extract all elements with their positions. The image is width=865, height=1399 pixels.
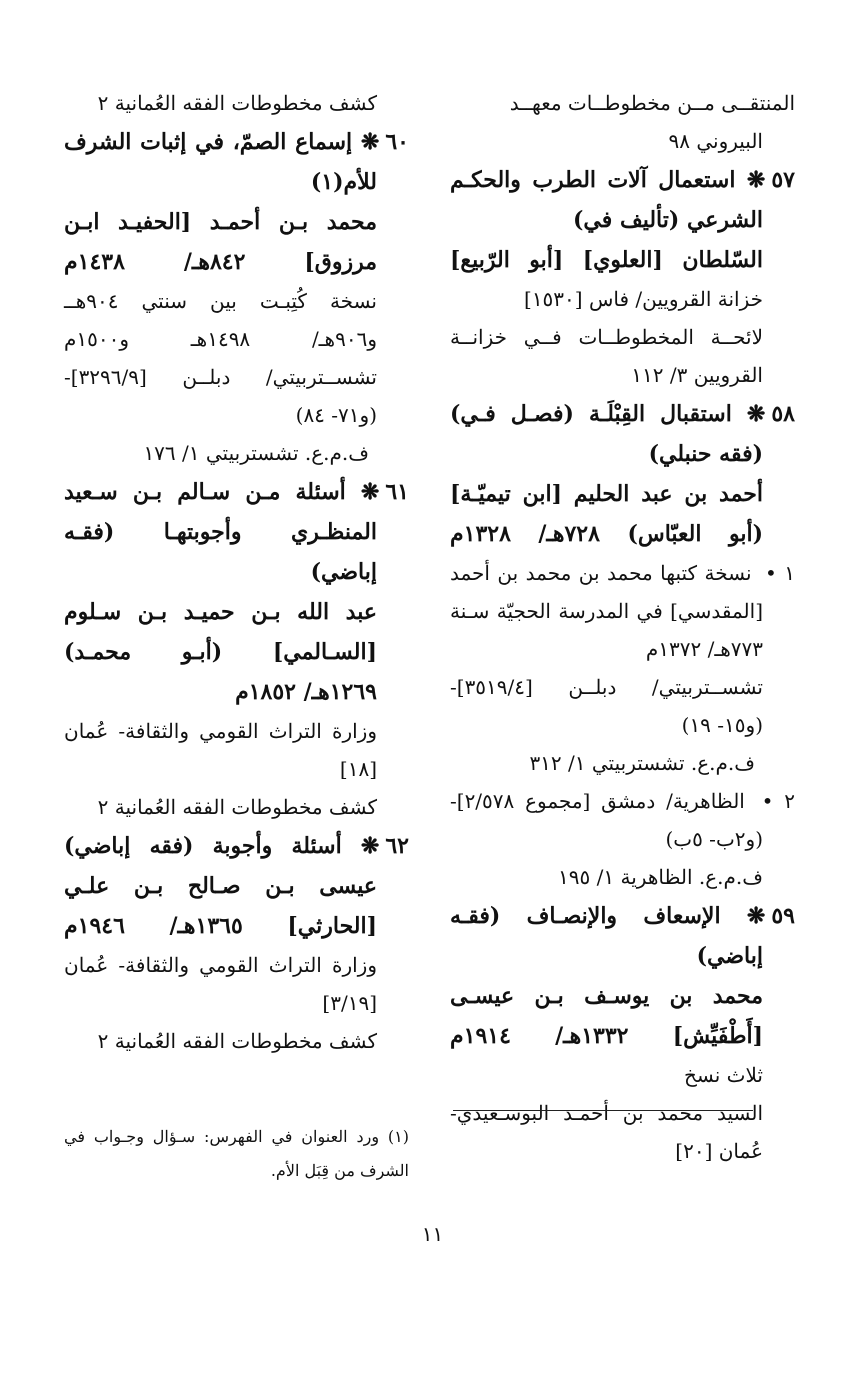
text-line: البيروني ٩٨ [668, 129, 763, 153]
entry-title: إسماع الصمّ، في إثبات الشرف [64, 129, 353, 155]
entry-title: استعمال آلات الطرب والحكـم [450, 167, 736, 193]
author-line: أحمد بن عبد الحليم [ابن تيميّـة] [450, 481, 763, 507]
entry-title: استقبال القِبْلَـة (فصـل فـي) [450, 401, 732, 427]
footnote-line: (١) ورد العنوان في الفهرس: سـؤال وجـواب في [64, 1127, 409, 1146]
entry-heading-61 [64, 472, 409, 512]
text-line: (و١٥- ١٩) [681, 713, 763, 737]
entry-title: أسئلة وأجوبة (فقه إباضي) [64, 833, 342, 859]
author-line: [الحارثي] ١٣٦٥هـ/ ١٩٤٦م [64, 913, 377, 939]
author-line: (أبو العبّاس) ٧٢٨هـ/ ١٣٢٨م [450, 521, 763, 547]
text-line: ثلاث نسخ [683, 1063, 763, 1087]
entry-number: ٥٧ [771, 167, 795, 193]
source-line: كشف مخطوطات الفقه العُمانية ٢ [97, 91, 377, 115]
text-line: المنظـري وأجوبتهـا (فقـه [64, 519, 377, 545]
bullet-icon: ١ • [765, 561, 795, 585]
entry-heading-57 [450, 160, 795, 200]
manuscript-item-2 [450, 782, 795, 820]
text-line: (و٢ب- ٥ب) [665, 827, 763, 851]
text-line: لائحــة المخطوطــات فــي خزانــة [450, 325, 763, 349]
text-line: القرويين ٣/ ١١٢ [631, 363, 763, 387]
left-column [64, 84, 409, 1060]
author-line: ١٢٦٩هـ/ ١٨٥٢م [235, 679, 377, 705]
source-line: كشف مخطوطات الفقه العُمانية ٢ [97, 795, 377, 819]
star-icon: ❋ [360, 129, 380, 155]
author-line: عبد الله بـن حميـد بـن سـلوم [64, 599, 377, 625]
text-line: السيد محمد بن أحمـد البوسـعيدي- [450, 1101, 763, 1125]
text-line: تشســتربيتي/ دبلــن [٣٢٩٦/٩]- [64, 365, 377, 389]
text-line: للأم(١) [310, 169, 377, 195]
item-text: الظاهرية/ دمشق [مجموع ٢/٥٧٨]- [450, 789, 745, 813]
star-icon: ❋ [360, 479, 380, 505]
manuscript-item-1 [450, 554, 795, 592]
entry-title: الإسعاف والإنصـاف (فقـه [450, 903, 721, 929]
text-line: ف.م.ع. الظاهرية ١/ ١٩٥ [558, 865, 763, 889]
author-line: السّلطان [العلوي] [أبو الرّبيع] [450, 247, 763, 273]
text-line: ٧٧٣هـ/ ١٣٧٢م [645, 637, 763, 661]
entry-heading-58 [450, 394, 795, 434]
text-line: نسخة كُتِبـت بين سنتي ٩٠٤هــ [64, 289, 377, 313]
star-icon: ❋ [360, 833, 380, 859]
text-line: وزارة التراث القومي والثقافة- عُمان [64, 953, 377, 977]
page-number: ١١ [421, 1222, 444, 1246]
author-line: [السـالمي] (أبـو محمـد) [64, 639, 377, 665]
text-line: المنتقــى مــن مخطوطــات معهــد [509, 91, 795, 115]
entry-heading-59 [450, 896, 795, 936]
author-line: [أَطْفَيِّش] ١٣٣٢هـ/ ١٩١٤م [450, 1023, 763, 1049]
text-line: (و٧١- ٨٤) [295, 403, 377, 427]
star-icon: ❋ [746, 167, 766, 193]
text-line: و٩٠٦هـ/ ١٤٩٨هـ و١٥٠٠م [64, 327, 377, 351]
author-line: محمد بن يوسـف بـن عيسـى [450, 983, 763, 1009]
bullet-icon: ٢ • [761, 789, 796, 813]
entry-heading-62 [64, 826, 409, 866]
text-line: خزانة القرويين/ فاس [١٥٣٠] [524, 287, 763, 311]
text-line: (فقه حنبلي) [648, 441, 763, 467]
entry-title: أسئلة مـن سـالم بـن سـعيد [64, 479, 346, 505]
entry-number: ٦٢ [385, 833, 409, 859]
entry-number: ٥٩ [771, 903, 795, 929]
text-line: [٣/١٩] [322, 991, 377, 1015]
text-line: عُمان [٢٠] [675, 1139, 763, 1163]
text-line: ف.م.ع. تشستربيتي ١/ ٣١٢ [529, 751, 755, 775]
footnote-line: الشرف من قِبَل الأم. [270, 1161, 409, 1180]
entry-number: ٥٨ [771, 401, 795, 427]
text-line: إباضي) [696, 943, 763, 969]
text-line: [١٨] [339, 757, 377, 781]
author-line: مرزوق] ٨٤٢هـ/ ١٤٣٨م [64, 249, 377, 275]
text-line: وزارة التراث القومي والثقافة- عُمان [64, 719, 377, 743]
text-line: ف.م.ع. تشستربيتي ١/ ١٧٦ [143, 441, 369, 465]
entry-heading-60 [64, 122, 409, 162]
star-icon: ❋ [746, 401, 766, 427]
text-line: [المقدسي] في المدرسة الحجيّة سـنة [450, 599, 763, 623]
text-line: إباضي) [310, 559, 377, 585]
entry-number: ٦١ [385, 479, 409, 505]
author-line: عيسى بـن صـالح بـن علـي [64, 873, 377, 899]
star-icon: ❋ [746, 903, 766, 929]
text-line: الشرعي (تأليف في) [573, 207, 763, 233]
footnote-rule [453, 1110, 753, 1111]
source-line: كشف مخطوطات الفقه العُمانية ٢ [97, 1029, 377, 1053]
item-text: نسخة كتبها محمد بن محمد بن أحمد [450, 561, 752, 585]
text-line: تشســتربيتي/ دبلــن [٣٥١٩/٤]- [450, 675, 763, 699]
author-line: محمد بـن أحمـد [الحفيـد ابـن [64, 209, 377, 235]
entry-number: ٦٠ [385, 129, 409, 155]
footnote [64, 1120, 409, 1188]
right-column [450, 84, 795, 1170]
